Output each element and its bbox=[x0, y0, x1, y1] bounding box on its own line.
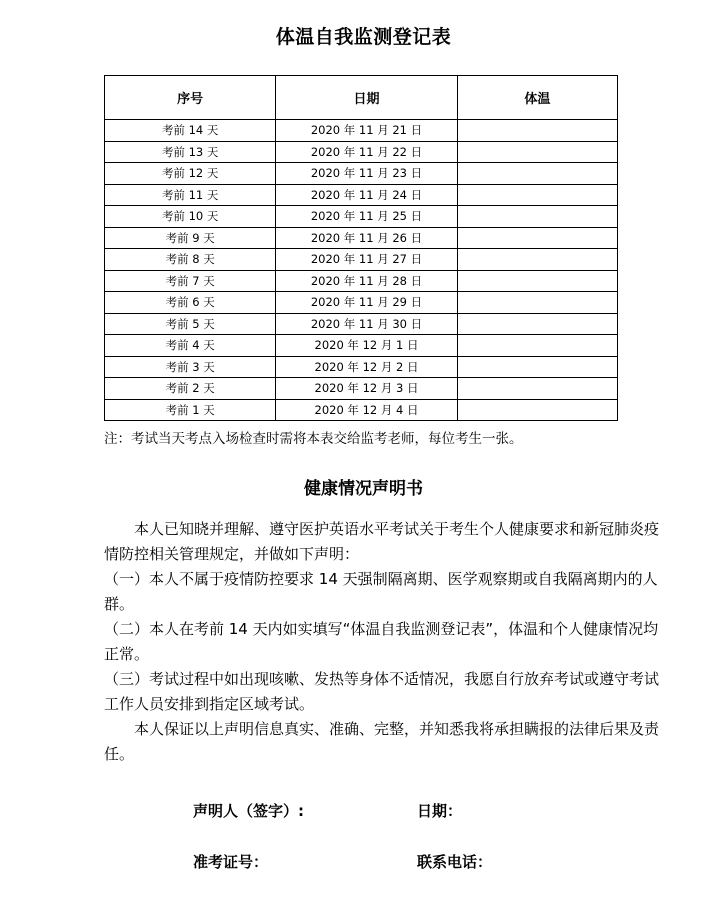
date-cell: 2020 年 12 月 3 日 bbox=[276, 378, 457, 400]
declaration-title: 健康情况声明书 bbox=[304, 479, 423, 499]
table-row bbox=[105, 184, 618, 206]
date-cell: 2020 年 11 月 23 日 bbox=[276, 163, 457, 185]
declaration-item-2: （二）本人在考前 14 天内如实填写“体温自我监测登记表”，体温和个人健康情况均正常。 bbox=[104, 620, 659, 663]
temperature-cell[interactable] bbox=[457, 313, 617, 335]
declarant-signature-label: 声明人（签字）: bbox=[193, 802, 304, 820]
table-note: 注：考试当天考点入场检查时需将本表交给监考老师，每位考生一张。 bbox=[104, 431, 523, 447]
temperature-cell[interactable] bbox=[457, 206, 617, 228]
phone-label: 联系电话： bbox=[417, 853, 493, 871]
table-row bbox=[105, 313, 618, 335]
seq-cell: 考前 12 天 bbox=[105, 163, 276, 185]
temperature-cell[interactable] bbox=[457, 399, 617, 421]
table-row bbox=[105, 335, 618, 357]
seq-cell: 考前 8 天 bbox=[105, 249, 276, 271]
temperature-log-table bbox=[104, 75, 618, 421]
date-label: 日期： bbox=[417, 802, 463, 820]
temperature-cell[interactable] bbox=[457, 270, 617, 292]
table-row bbox=[105, 206, 618, 228]
table-row bbox=[105, 270, 618, 292]
date-cell: 2020 年 12 月 1 日 bbox=[276, 335, 457, 357]
seq-cell: 考前 6 天 bbox=[105, 292, 276, 314]
table-row bbox=[105, 141, 618, 163]
declaration-body bbox=[104, 517, 664, 767]
temperature-cell[interactable] bbox=[457, 120, 617, 142]
date-cell: 2020 年 11 月 21 日 bbox=[276, 120, 457, 142]
seq-cell: 考前 1 天 bbox=[105, 399, 276, 421]
admission-number-label: 准考证号： bbox=[193, 853, 269, 871]
header-temperature: 体温 bbox=[457, 76, 617, 120]
date-cell: 2020 年 11 月 24 日 bbox=[276, 184, 457, 206]
temperature-cell[interactable] bbox=[457, 292, 617, 314]
date-cell: 2020 年 11 月 30 日 bbox=[276, 313, 457, 335]
table-row bbox=[105, 378, 618, 400]
date-cell: 2020 年 11 月 27 日 bbox=[276, 249, 457, 271]
header-date: 日期 bbox=[276, 76, 457, 120]
seq-cell: 考前 7 天 bbox=[105, 270, 276, 292]
table-row bbox=[105, 163, 618, 185]
seq-cell: 考前 2 天 bbox=[105, 378, 276, 400]
seq-cell: 考前 4 天 bbox=[105, 335, 276, 357]
seq-cell: 考前 11 天 bbox=[105, 184, 276, 206]
table-row bbox=[105, 249, 618, 271]
temperature-cell[interactable] bbox=[457, 227, 617, 249]
date-cell: 2020 年 11 月 25 日 bbox=[276, 206, 457, 228]
declaration-item-1: （一）本人不属于疫情防控要求 14 天强制隔离期、医学观察期或自我隔离期内的人群。 bbox=[104, 570, 658, 613]
date-cell: 2020 年 11 月 28 日 bbox=[276, 270, 457, 292]
temperature-cell[interactable] bbox=[457, 356, 617, 378]
table-row bbox=[105, 356, 618, 378]
table-row bbox=[105, 227, 618, 249]
temperature-cell[interactable] bbox=[457, 249, 617, 271]
table-row bbox=[105, 120, 618, 142]
seq-cell: 考前 5 天 bbox=[105, 313, 276, 335]
table-row bbox=[105, 399, 618, 421]
table-row bbox=[105, 292, 618, 314]
date-cell: 2020 年 11 月 22 日 bbox=[276, 141, 457, 163]
temperature-cell[interactable] bbox=[457, 163, 617, 185]
temperature-cell[interactable] bbox=[457, 378, 617, 400]
declaration-guarantee: 本人保证以上声明信息真实、准确、完整，并知悉我将承担瞒报的法律后果及责任。 bbox=[104, 720, 660, 763]
table-header-row bbox=[105, 76, 618, 120]
seq-cell: 考前 9 天 bbox=[105, 227, 276, 249]
seq-cell: 考前 3 天 bbox=[105, 356, 276, 378]
header-seq: 序号 bbox=[105, 76, 276, 120]
temperature-cell[interactable] bbox=[457, 335, 617, 357]
temperature-cell[interactable] bbox=[457, 141, 617, 163]
declaration-intro: 本人已知晓并理解、遵守医护英语水平考试关于考生个人健康要求和新冠肺炎疫情防控相关管理规定，并做如下声明： bbox=[104, 520, 660, 563]
date-cell: 2020 年 12 月 2 日 bbox=[276, 356, 457, 378]
page-title: 体温自我监测登记表 bbox=[275, 26, 452, 48]
date-cell: 2020 年 12 月 4 日 bbox=[276, 399, 457, 421]
seq-cell: 考前 13 天 bbox=[105, 141, 276, 163]
temperature-cell[interactable] bbox=[457, 184, 617, 206]
declaration-item-3: （三）考试过程中如出现咳嗽、发热等身体不适情况，我愿自行放弃考试或遵守考试工作人员安排到指定区域考试。 bbox=[104, 670, 660, 713]
seq-cell: 考前 14 天 bbox=[105, 120, 276, 142]
date-cell: 2020 年 11 月 29 日 bbox=[276, 292, 457, 314]
seq-cell: 考前 10 天 bbox=[105, 206, 276, 228]
date-cell: 2020 年 11 月 26 日 bbox=[276, 227, 457, 249]
